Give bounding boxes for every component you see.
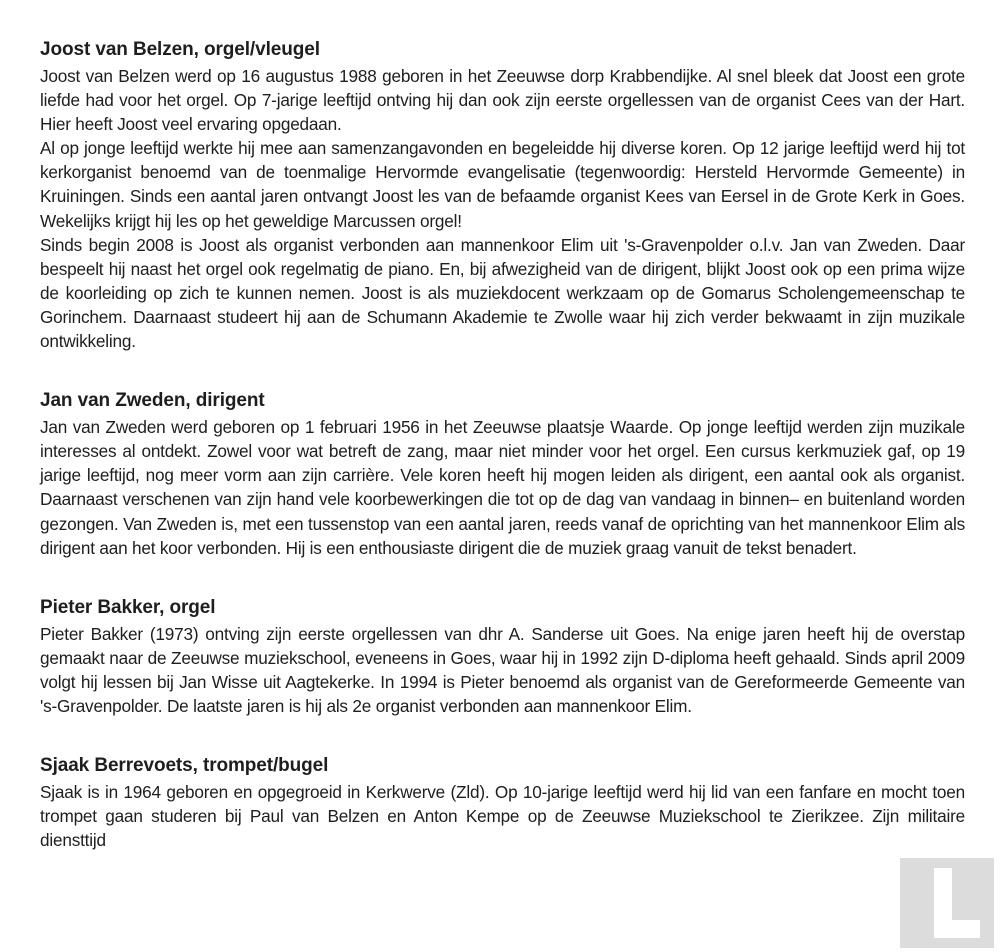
bio-paragraph: Pieter Bakker (1973) ontving zijn eerste orgellessen van dhr A. Sanderse uit Goes. Na enige jaren heeft hij de overstap gemaakt naar de Zeeuwse muziekschool, eveneens in Goes, waar hij in 1992 zijn D-diploma heeft gehaald. Sinds april 2009 volgt hij lessen bij Jan Wisse uit Aagtekerke. In 1994 is Pieter benoemd als organist van de Gereformeerde Gemeente van 's-Gravenpolder. De laatste jaren is hij als 2e organist verbonden aan mannenkoor Elim. — [40, 623, 965, 716]
bio-paragraph: Joost van Belzen werd op 16 augustus 1988 geboren in het Zeeuwse dorp Krabbendijke. Al snel bleek dat Joost een grote liefde had voor het orgel. Op 7-jarige leeftijd ontving hij dan ook zijn eerste orgellessen van de organist Cees van der Hart. Hier heeft Joost veel ervaring opgedaan. — [40, 66, 965, 135]
bio-body — [40, 64, 965, 353]
bio-joost-van-belzen — [40, 36, 965, 353]
bio-title: Pieter Bakker, orgel — [40, 596, 216, 618]
logo-stroke-horizontal — [934, 920, 980, 938]
bio-pieter-bakker — [40, 594, 965, 718]
bio-paragraph: Sjaak is in 1964 geboren en opgegroeid in Kerkwerve (Zld). Op 10-jarige leeftijd werd hij lid van een fanfare en mocht toen trompet gaan studeren bij Paul van Belzen en Anton Kempe op de Zeeuwse Muziekschool te Zierikzee. Zijn militaire diensttijd — [40, 782, 965, 851]
bio-title: Sjaak Berrevoets, trompet/bugel — [40, 755, 329, 777]
bio-paragraph: Sinds begin 2008 is Joost als organist verbonden aan mannenkoor Elim uit 's-Gravenpolder o.l.v. Jan van Zweden. Daar bespeelt hij naast het orgel ook regelmatig de piano. En, bij afwezigheid van de dirigent, blijkt Joost ook op een prima wijze de koorleiding op zich te kunnen nemen. Joost is als muziekdocent werkzaam op de Gomarus Scholengemeenschap te Gorinchem. Daarnaast studeert hij aan de Schumann Akademie te Zwolle waar hij zich verder bekwaamt in zijn muzikale ontwikkeling. — [40, 234, 965, 352]
bio-body — [40, 415, 965, 560]
bio-body — [40, 780, 965, 852]
document-page — [40, 36, 965, 886]
bio-body — [40, 622, 965, 718]
bio-title: Jan van Zweden, dirigent — [40, 390, 265, 412]
bio-sjaak-berrevoets — [40, 752, 965, 852]
bio-paragraph: Al op jonge leeftijd werkte hij mee aan samenzangavonden en begeleidde hij diverse koren. Op 12 jarige leeftijd werd hij tot kerkorganist benoemd van de toenmalige Hervormde evangelisatie (tegenwoordig: Hersteld Hervormde Gemeente) in Kruiningen. Sinds een aantal jaren ontvangt Joost les van de befaamde organist Kees van Eersel in de Grote Kerk in Goes. Wekelijks krijgt hij les op het geweldige Marcussen orgel! — [40, 138, 965, 231]
bio-title: Joost van Belzen, orgel/vleugel — [40, 39, 320, 60]
bio-paragraph: Jan van Zweden werd geboren op 1 februari 1956 in het Zeeuwse plaatsje Waarde. Op jonge leeftijd werden zijn muzikale interesses al ontdekt. Zowel voor wat betreft de zang, maar niet minder voor het orgel. Een cursus kerkmuziek gaf, op 19 jarige leeftijd, nog meer vorm aan zijn carrière. Vele koren heeft hij mogen leiden als dirigent, een aantal ook als organist. Daarnaast verschenen van zijn hand vele koorbewerkingen die tot op de dag van vandaag in binnen– en buitenland worden gezongen. Van Zweden is, met een tussenstop van een aantal jaren, reeds vanaf de oprichting van het mannenkoor Elim als dirigent aan het koor verbonden. Hij is een enthousiaste dirigent die de muziek graag vanuit de tekst benadert. — [40, 417, 965, 558]
corner-l-logo-icon — [900, 858, 994, 948]
bio-jan-van-zweden — [40, 387, 965, 560]
